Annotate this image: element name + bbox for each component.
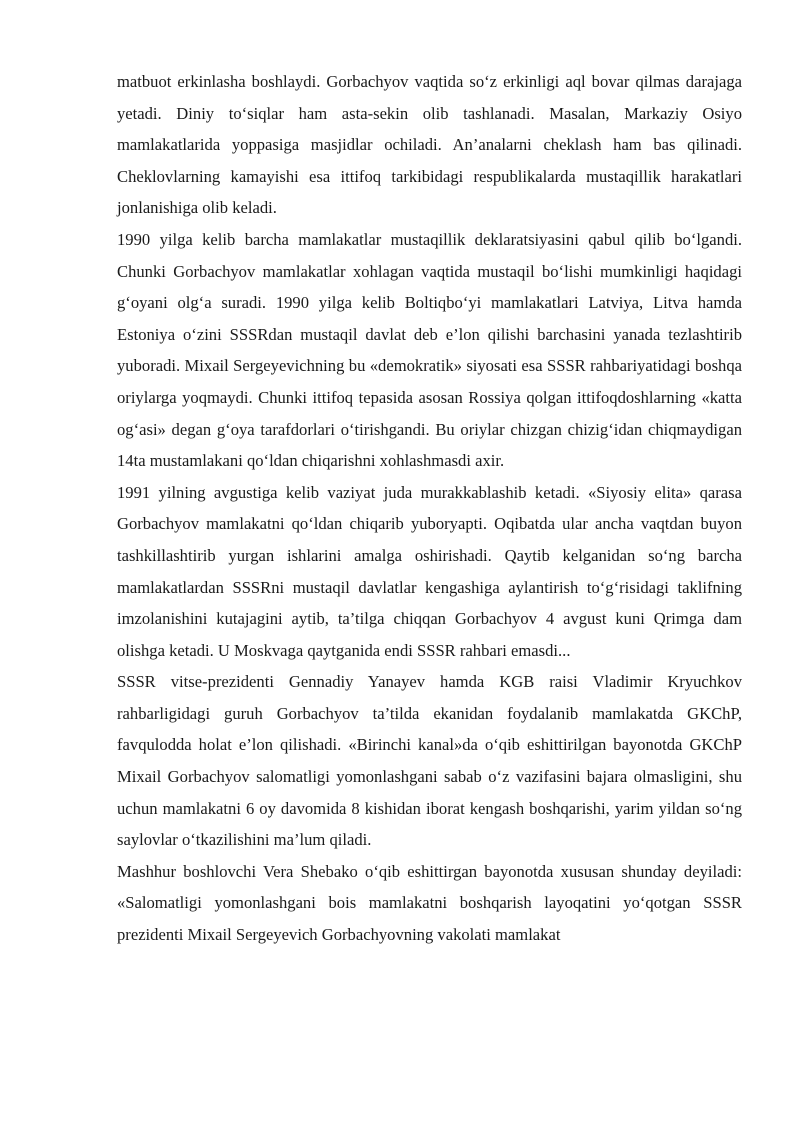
paragraph-3: 1991 yilning avgustiga kelib vaziyat juda murakkablashib ketadi. «Siyosiy elita» qarasa Gorbachyov mamlakatni qo‘ldan chiqarib yuboryapti. Oqibatda ular ancha vaqtdan buyon tashkillashtirib yurgan ishlarini amalga oshirishadi. Qaytib kelganidan so‘ng barcha mamlakatlardan SSSRni mustaqil davlatlar kengashiga aylantirish to‘g‘risidagi taklifning imzolanishini kutajagini aytib, ta’tilga chiqqan Gorbachyov 4 avgust kuni Qrimga dam olishga ketadi. U Moskvaga qaytganida endi SSSR rahbari emasdi... — [117, 482, 742, 660]
paragraph-2: 1990 yilga kelib barcha mamlakatlar mustaqillik deklaratsiyasini qabul qilib bo‘lgandi. Chunki Gorbachyov mamlakatlar xohlagan vaqtida mustaqil bo‘lishi mumkinligi haqidagi g‘oyani olg‘a suradi. 1990 yilga kelib Boltiqbo‘yi mamlakatlari Latviya, Litva hamda Estoniya o‘zini SSSRdan mustaqil davlat deb e’lon qilishi barchasini yanada tezlashtirib yuboradi. Mixail Sergeyevichning bu «demokratik» siyosati esa SSSR rahbariyatidagi boshqa oriylarga yoqmaydi. Chunki ittifoq tepasida asosan Rossiya qolgan ittifoqdoshlarning «katta og‘asi» degan g‘oya tarafdorlari o‘tirishgandi. Bu oriylar chizgan chizig‘idan chiqmaydigan 14ta mustamlakani qo‘ldan chiqarishni xohlashmasdi axir. — [117, 229, 742, 471]
paragraph-4: SSSR vitse-prezidenti Gennadiy Yanayev hamda KGB raisi Vladimir Kryuchkov rahbarligidagi guruh Gorbachyov ta’tilda ekanidan foydalanib mamlakatda GKChP, favqulodda holat e’lon qilishadi. «Birinchi kanal»da o‘qib eshittirilgan bayonotda GKChP Mixail Gorbachyov salomatligi yomonlashgani sabab o‘z vazifasini bajara olmasligini, shu uchun mamlakatni 6 oy davomida 8 kishidan iborat kengash boshqarishi, yarim yildan so‘ng saylovlar o‘tkazilishini ma’lum qiladi. — [117, 672, 742, 850]
paragraph-1: matbuot erkinlasha boshlaydi. Gorbachyov vaqtida so‘z erkinligi aql bovar qilmas darajaga yetadi. Diniy to‘siqlar ham asta-sekin olib tashlanadi. Masalan, Markaziy Osiyo mamlakatlarida yoppasiga masjidlar ochiladi. An’analarni cheklash ham bas qilinadi. Cheklovlarning kamayishi esa ittifoq tarkibidagi respublikalarda mustaqillik harakatlari jonlanishiga olib keladi. — [117, 72, 742, 218]
paragraph-5: Mashhur boshlovchi Vera Shebako o‘qib eshittirgan bayonotda xususan shunday deyiladi: «Salomatligi yomonlashgani bois mamlakatni boshqarish layoqatini yo‘qotgan SSSR prezidenti Mixail Sergeyevich Gorbachyovning vakolati mamlakat — [117, 861, 742, 945]
